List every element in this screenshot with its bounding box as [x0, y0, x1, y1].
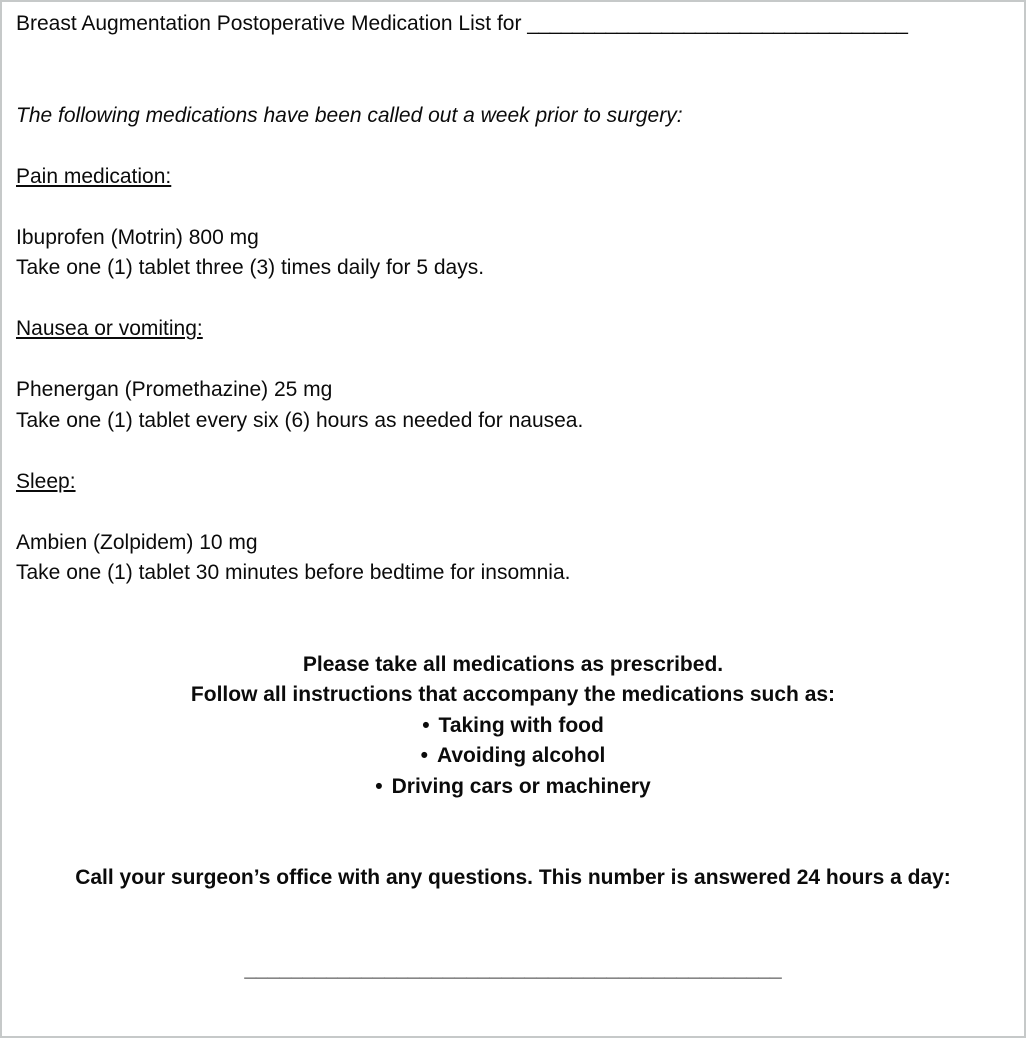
notice-line-instructions: Follow all instructions that accompany the medications such as: [190, 683, 836, 706]
medication-sleep [16, 528, 1010, 589]
drug-instructions-ibuprofen: Take one (1) tablet three (3) times daily for 5 days. [16, 256, 485, 279]
drug-instructions-ambien: Take one (1) tablet 30 minutes before bedtime for insomnia. [16, 561, 571, 584]
notice-bullet-alcohol [16, 741, 1010, 772]
bullet-label-driving: Driving cars or machinery [391, 774, 651, 798]
section-heading-pain-medication: Pain medication: [16, 164, 172, 188]
intro-note: The following medications have been called out a week prior to surgery: [16, 103, 683, 127]
bullet-icon: • [420, 744, 428, 767]
notice-bullet-driving [16, 772, 1010, 803]
phone-number-blank[interactable]: ______________________________________________ [244, 957, 782, 981]
medication-nausea [16, 375, 1010, 436]
drug-name-ambien: Ambien (Zolpidem) 10 mg [16, 530, 258, 554]
notice-line-prescribed: Please take all medications as prescribed. [302, 652, 724, 676]
bullet-icon: • [375, 774, 383, 798]
patient-name-blank[interactable]: __________________________________ [527, 12, 908, 35]
document-title [16, 9, 1010, 40]
drug-name-phenergan: Phenergan (Promethazine) 25 mg [16, 378, 333, 401]
document-title-text: Breast Augmentation Postoperative Medication List for [16, 12, 528, 35]
section-heading-sleep: Sleep: [16, 469, 76, 493]
section-heading-nausea: Nausea or vomiting: [16, 317, 203, 340]
contact-instruction: Call your surgeon’s office with any questions. This number is answered 24 hours a day: [75, 866, 951, 889]
bullet-label-food: Taking with food [438, 713, 604, 737]
bullet-label-alcohol: Avoiding alcohol [436, 744, 606, 767]
notice-block [16, 650, 1010, 803]
drug-name-ibuprofen: Ibuprofen (Motrin) 800 mg [16, 225, 259, 249]
notice-bullet-food [16, 711, 1010, 742]
drug-instructions-phenergan: Take one (1) tablet every six (6) hours as needed for nausea. [16, 408, 584, 432]
bullet-icon: • [422, 713, 430, 737]
medication-pain [16, 223, 1010, 284]
